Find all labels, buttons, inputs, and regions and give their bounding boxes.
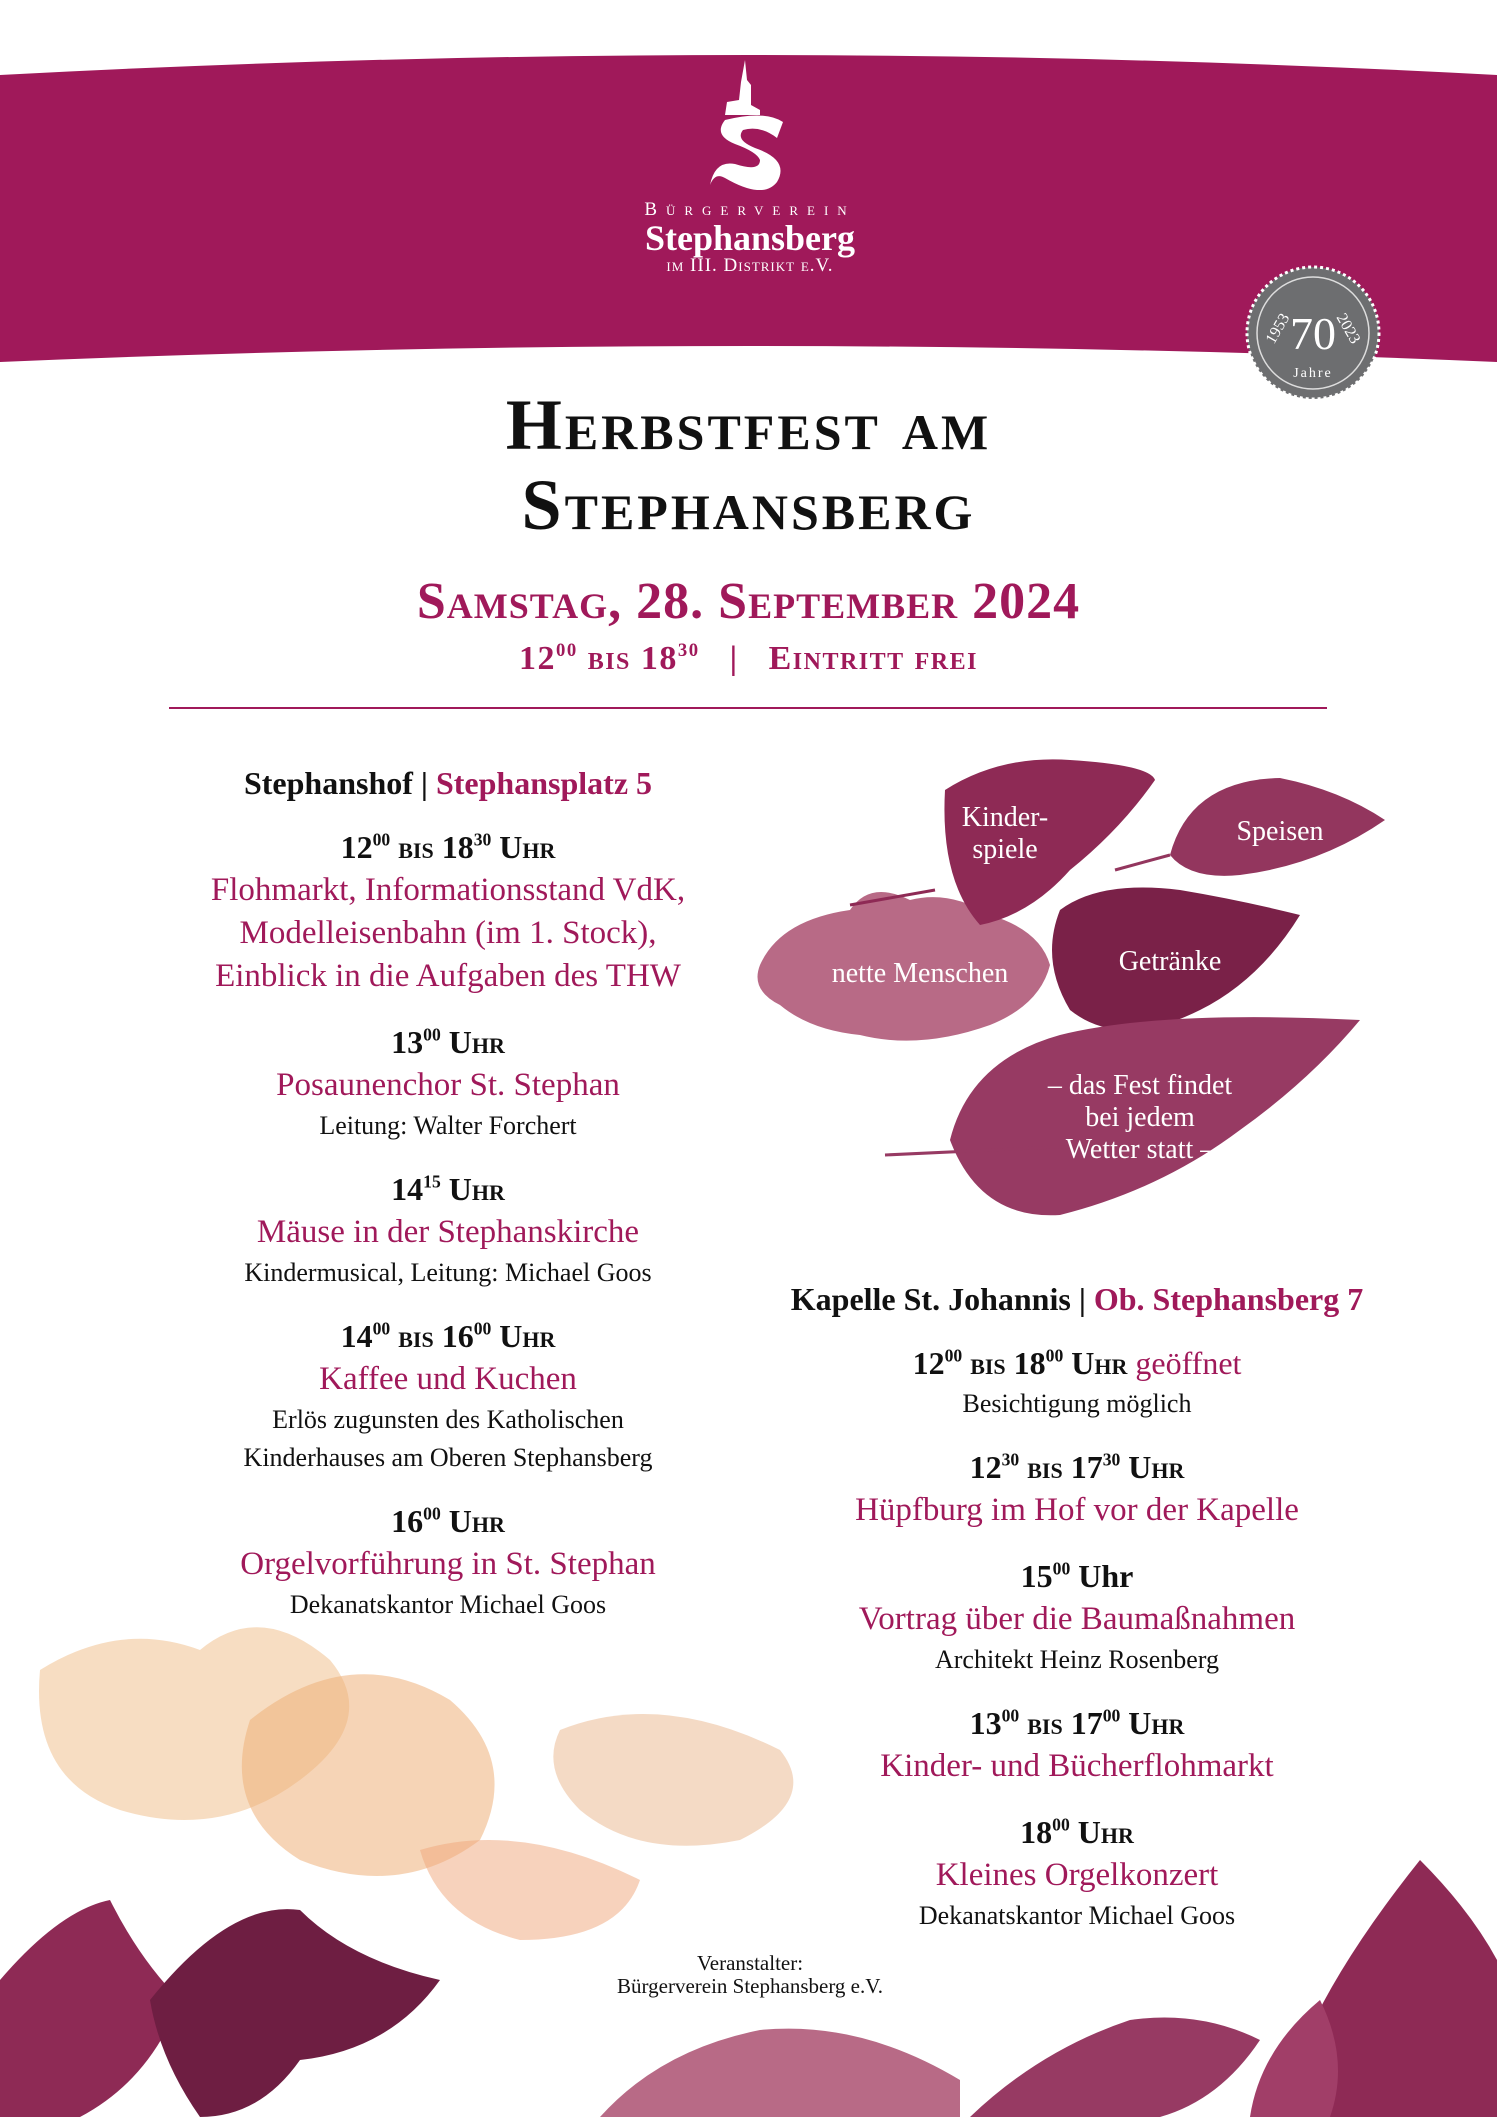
minute: 00 bbox=[1052, 1558, 1071, 1579]
hour: 13 bbox=[391, 1024, 424, 1060]
minute: 30 bbox=[1001, 1449, 1020, 1470]
event-time bbox=[0, 640, 1497, 678]
event-name: Mäuse in der Stephanskirche bbox=[256, 1214, 640, 1250]
event-item bbox=[737, 1701, 1417, 1788]
bis: bis bbox=[587, 640, 631, 677]
event-sub: Leitung: Walter Forchert bbox=[319, 1111, 577, 1140]
uhr: Uhr bbox=[1120, 1705, 1185, 1741]
hour: 14 bbox=[391, 1171, 424, 1207]
hour: 17 bbox=[1070, 1449, 1103, 1485]
kapelle-schedule bbox=[737, 1277, 1417, 1957]
hour: 13 bbox=[969, 1705, 1002, 1741]
seal-to: 2023 bbox=[1332, 310, 1364, 347]
title-line2: Stephansberg bbox=[521, 465, 976, 545]
hour: 12 bbox=[340, 829, 373, 865]
leaf-text: Kinder- bbox=[961, 802, 1049, 833]
event-name: Einblick in die Aufgaben des THW bbox=[215, 958, 681, 994]
hour: 18 bbox=[1020, 1814, 1053, 1850]
uhr: Uhr bbox=[1069, 1814, 1134, 1850]
logo bbox=[560, 60, 940, 277]
leaf-label-menschen: nette Menschen bbox=[831, 958, 1009, 989]
event-item bbox=[737, 1341, 1417, 1423]
leaf-label-speisen: Speisen bbox=[1236, 816, 1324, 847]
event-sub: Dekanatskantor Michael Goos bbox=[918, 1901, 1236, 1930]
minute: 00 bbox=[372, 829, 391, 850]
bis: bis bbox=[390, 829, 442, 865]
start-min: 00 bbox=[556, 639, 578, 661]
leaf-label-wetter bbox=[1000, 1070, 1280, 1166]
seal-years: 70 bbox=[1290, 308, 1336, 359]
event-name: Vortrag über die Baumaßnahmen bbox=[858, 1601, 1296, 1637]
logo-line2: Stephansberg bbox=[644, 218, 856, 258]
event-item bbox=[737, 1445, 1417, 1532]
minute: 00 bbox=[423, 1503, 441, 1524]
hour: 18 bbox=[441, 829, 474, 865]
minute: 30 bbox=[1102, 1449, 1121, 1470]
leaf-text: spiele bbox=[972, 834, 1038, 865]
logo-s-tower-icon bbox=[705, 60, 795, 190]
hour: 14 bbox=[340, 1318, 373, 1354]
bis: bis bbox=[390, 1318, 442, 1354]
bis: bis bbox=[1019, 1705, 1071, 1741]
stephanshof-schedule bbox=[148, 761, 748, 1646]
uhr: Uhr bbox=[1070, 1558, 1134, 1594]
event-sub: Erlös zugunsten des Katholischen bbox=[272, 1405, 624, 1434]
event-name: Kinder- und Bücherflohmarkt bbox=[880, 1748, 1274, 1784]
venue-header bbox=[737, 1277, 1417, 1321]
event-name: Hüpfburg im Hof vor der Kapelle bbox=[855, 1492, 1299, 1528]
uhr: Uhr bbox=[491, 829, 556, 865]
hour: 17 bbox=[1070, 1705, 1103, 1741]
organizer-name: Bürgerverein Stephansberg e.V. bbox=[617, 1974, 883, 1998]
logo-line1: Bürgerverein bbox=[644, 199, 856, 220]
hour: 15 bbox=[1020, 1558, 1053, 1594]
event-item bbox=[148, 825, 748, 998]
event-item bbox=[737, 1554, 1417, 1679]
organizer bbox=[560, 1952, 940, 1998]
hour: 12 bbox=[912, 1345, 945, 1381]
event-sub: Besichtigung möglich bbox=[962, 1389, 1192, 1418]
minute: 00 bbox=[473, 1318, 492, 1339]
event-item bbox=[148, 1499, 748, 1624]
event-sub: Kindermusical, Leitung: Michael Goos bbox=[244, 1258, 652, 1287]
minute: 15 bbox=[423, 1171, 441, 1192]
uhr: Uhr bbox=[1120, 1449, 1185, 1485]
minute: 00 bbox=[1102, 1705, 1121, 1726]
venue-address: Ob. Stephansberg 7 bbox=[1093, 1281, 1364, 1317]
organizer-label: Veranstalter: bbox=[696, 1951, 804, 1975]
uhr: Uhr bbox=[440, 1171, 505, 1207]
divider bbox=[169, 707, 1327, 709]
page-title bbox=[0, 385, 1497, 545]
minute: 30 bbox=[473, 829, 492, 850]
end-min: 30 bbox=[677, 639, 700, 661]
start-hour: 12 bbox=[519, 640, 557, 677]
leaf-text: Wetter statt – bbox=[1065, 1134, 1215, 1165]
minute: 00 bbox=[944, 1345, 963, 1366]
seal-label: Jahre bbox=[1293, 366, 1333, 381]
event-name: Orgelvorführung in St. Stephan bbox=[240, 1546, 656, 1582]
event-date: Samstag, 28. September 2024 bbox=[416, 573, 1081, 630]
minute: 00 bbox=[1052, 1814, 1070, 1835]
venue-address: Stephansplatz 5 bbox=[435, 765, 653, 801]
logo-line3: im III. Distrikt e.V. bbox=[666, 255, 834, 276]
leaf-label-kinderspiele bbox=[945, 802, 1065, 866]
minute: 00 bbox=[1045, 1345, 1064, 1366]
bis: bis bbox=[962, 1345, 1014, 1381]
leaf-text: – das Fest findet bbox=[1047, 1070, 1233, 1101]
event-sub: Dekanatskantor Michael Goos bbox=[289, 1590, 607, 1619]
end-hour: 18 bbox=[640, 640, 678, 677]
event-open: geöffnet bbox=[1127, 1345, 1242, 1381]
entry-free: Eintritt frei bbox=[768, 640, 978, 677]
event-item bbox=[148, 1167, 748, 1292]
hour: 16 bbox=[441, 1318, 474, 1354]
event-name: Kaffee und Kuchen bbox=[319, 1361, 577, 1397]
seal-from: 1953 bbox=[1262, 310, 1294, 347]
event-name: Modelleisenbahn (im 1. Stock), bbox=[239, 915, 657, 951]
event-name: Posaunenchor St. Stephan bbox=[276, 1067, 620, 1103]
leaf-label-getraenke: Getränke bbox=[1118, 946, 1222, 977]
minute: 00 bbox=[423, 1024, 441, 1045]
event-sub: Kinderhauses am Oberen Stephansberg bbox=[243, 1443, 653, 1472]
separator: | bbox=[729, 640, 739, 677]
minute: 00 bbox=[1001, 1705, 1020, 1726]
event-sub: Architekt Heinz Rosenberg bbox=[935, 1645, 1219, 1674]
venue-sep: | bbox=[1070, 1281, 1094, 1317]
event-item bbox=[148, 1314, 748, 1477]
event-item bbox=[737, 1810, 1417, 1935]
hour: 12 bbox=[969, 1449, 1002, 1485]
minute: 00 bbox=[372, 1318, 391, 1339]
event-item bbox=[148, 1020, 748, 1145]
title-line1: Herbstfest am bbox=[505, 385, 992, 465]
leaf-text: bei jedem bbox=[1085, 1102, 1195, 1133]
bis: bis bbox=[1019, 1449, 1071, 1485]
hour: 18 bbox=[1013, 1345, 1046, 1381]
venue-header bbox=[148, 761, 748, 805]
event-name: Kleines Orgelkonzert bbox=[935, 1857, 1219, 1893]
uhr: Uhr bbox=[491, 1318, 556, 1354]
venue-name: Kapelle St. Johannis bbox=[790, 1281, 1071, 1317]
uhr: Uhr bbox=[440, 1024, 505, 1060]
uhr: Uhr bbox=[440, 1503, 505, 1539]
event-name: Flohmarkt, Informationsstand VdK, bbox=[210, 872, 686, 908]
venue-sep: | bbox=[412, 765, 436, 801]
leaf-cluster bbox=[740, 750, 1400, 1240]
venue-name: Stephanshof bbox=[243, 765, 413, 801]
hour: 16 bbox=[391, 1503, 424, 1539]
uhr: Uhr bbox=[1063, 1345, 1128, 1381]
